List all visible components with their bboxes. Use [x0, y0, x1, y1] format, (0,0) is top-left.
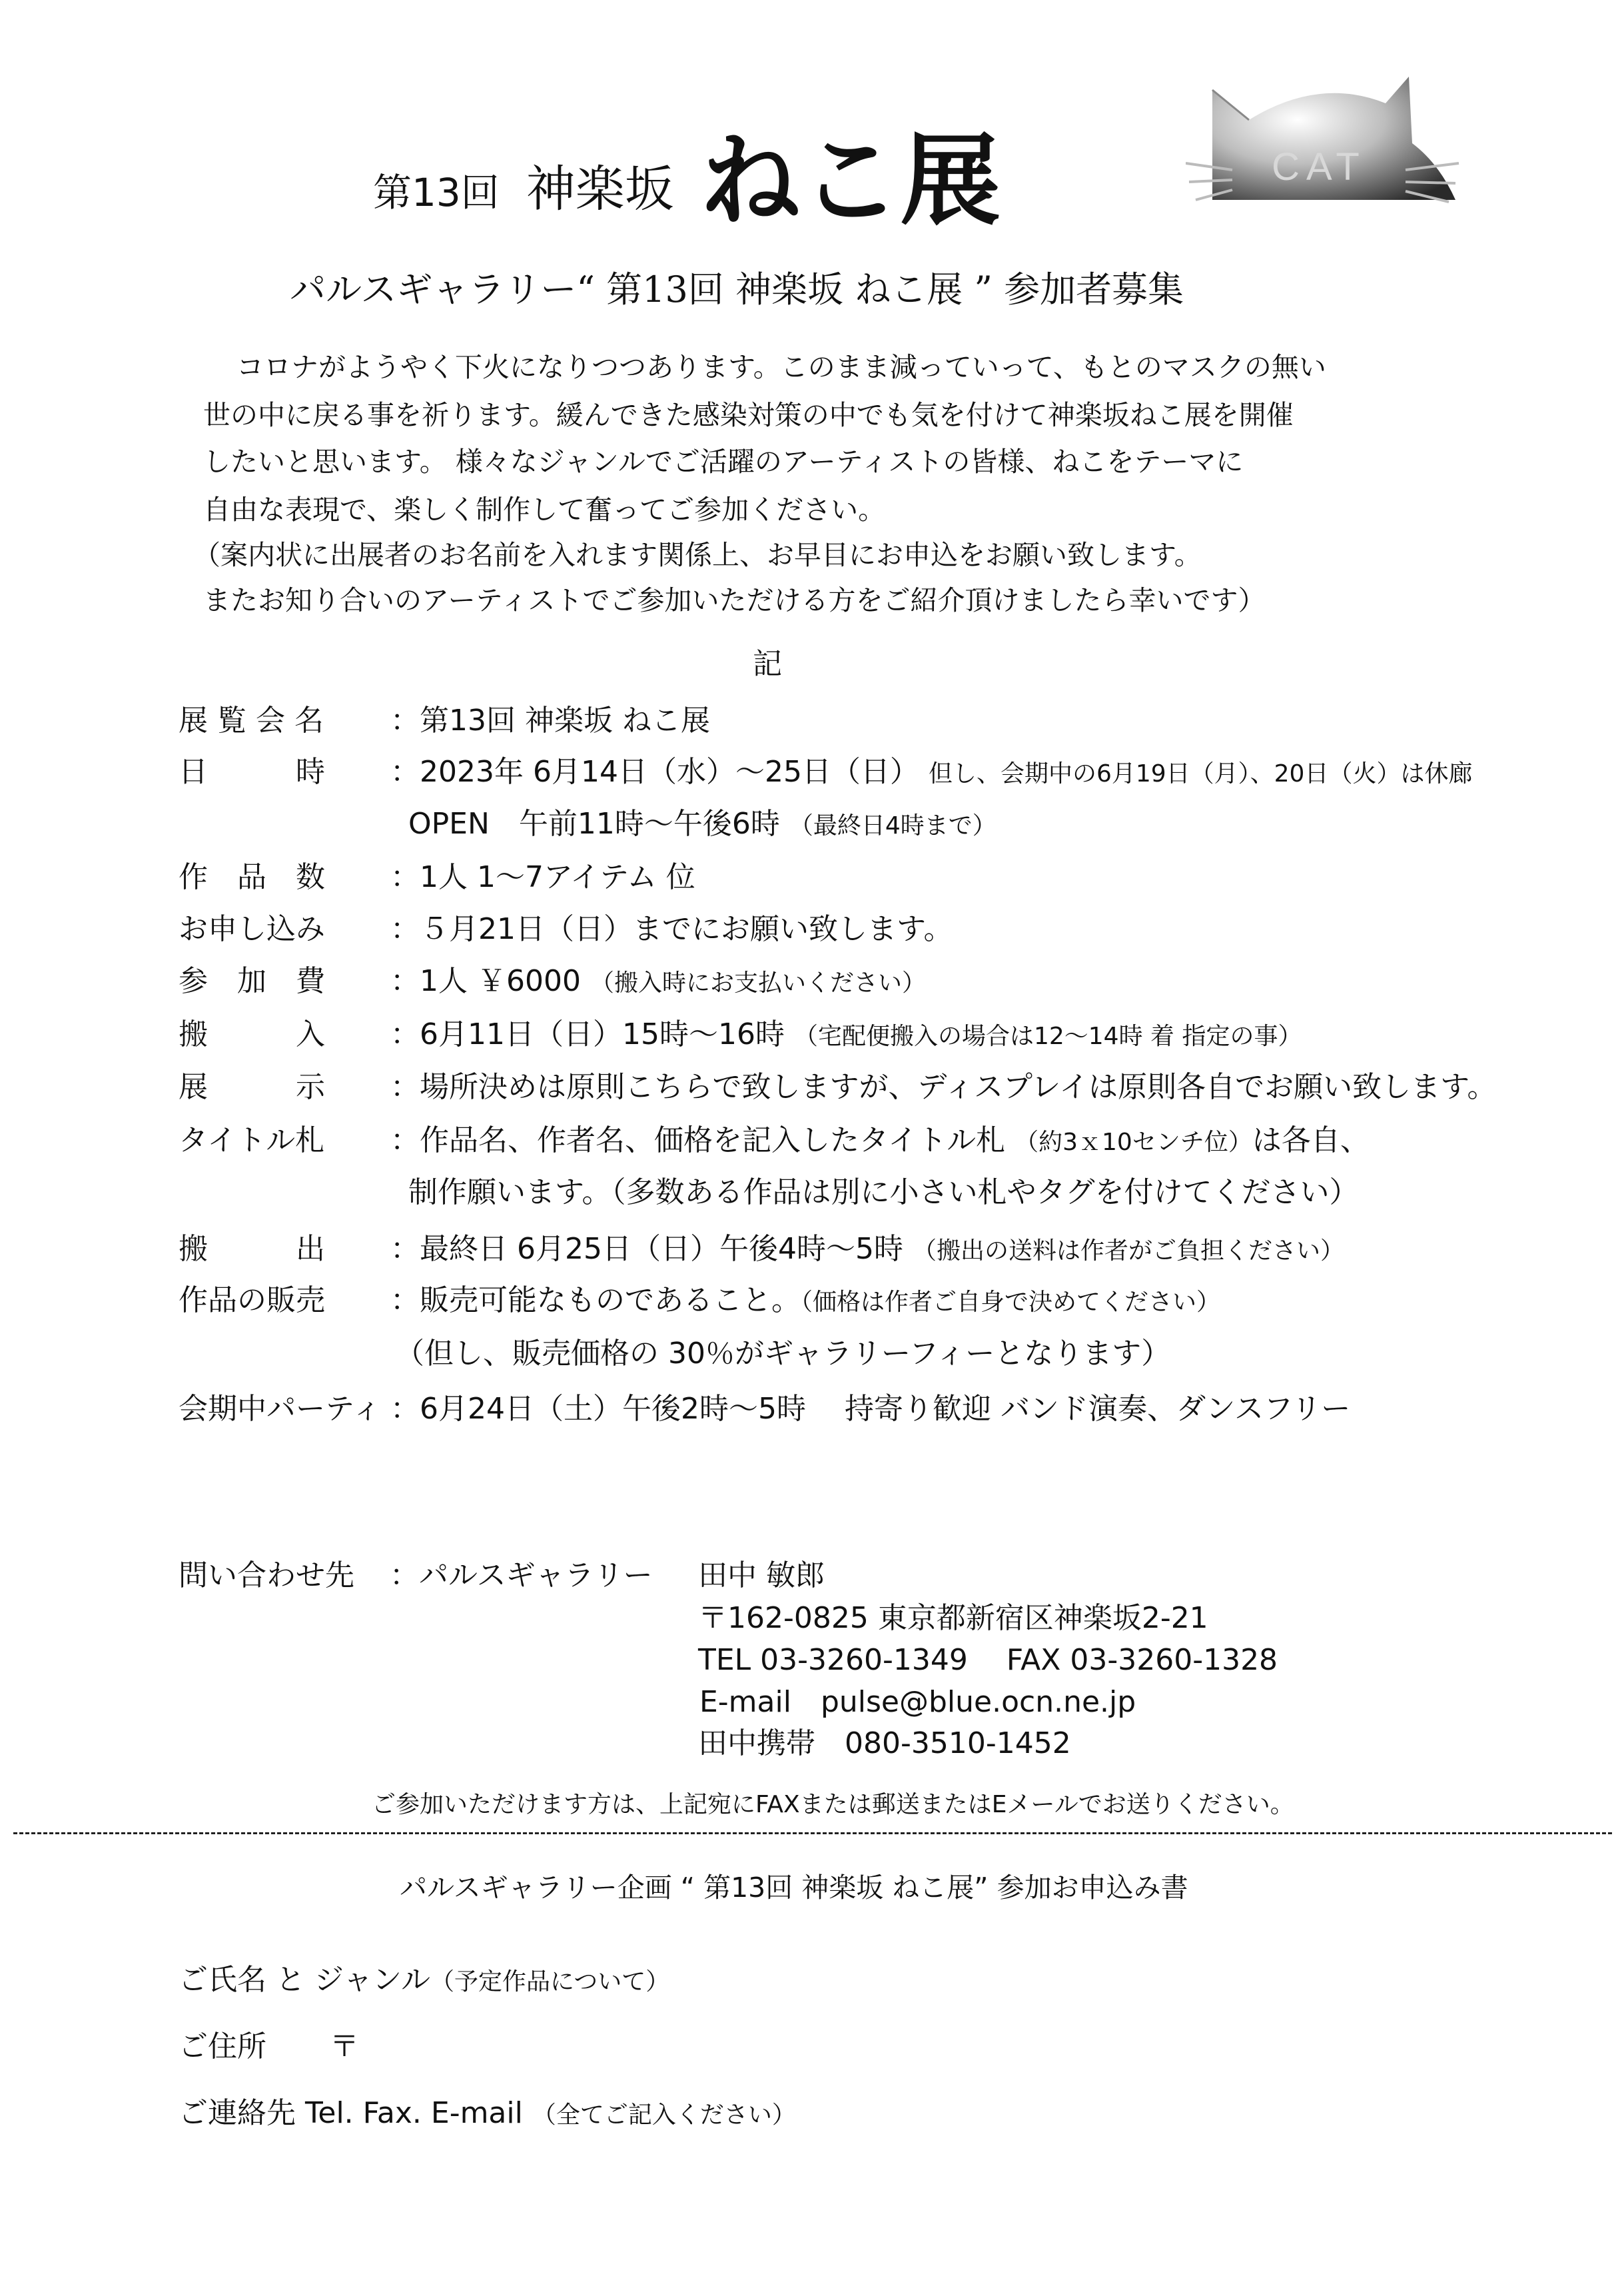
detail-value: ：場所決めは原則こちらで致しますが、ディスプレイは原則各自でお願い致します。	[390, 1070, 1497, 1104]
form-address	[179, 2022, 359, 2065]
detail-note: （最終日4時まで）	[789, 812, 997, 840]
cut-line-divider	[13, 1832, 1612, 1834]
detail-label: タイトル札	[179, 1123, 325, 1157]
detail-label: 会期中パーティ	[179, 1392, 382, 1426]
detail-value: ：５月21日（日）までにお願い致します。	[390, 912, 953, 946]
detail-value: ：6月11日（日）15時～16時	[390, 1017, 785, 1051]
title-place: 神楽坂	[526, 161, 674, 218]
detail-value: ：最終日 6月25日（日）午後4時～5時	[390, 1232, 903, 1266]
detail-label: 搬 出	[179, 1232, 325, 1266]
cat-logo-text: CAT	[1272, 145, 1366, 189]
detail-value: ：1人 ￥6000	[390, 964, 581, 998]
intro-line: コロナがようやく下火になりつつあります。このまま減っていって、もとのマスクの無い	[236, 351, 1326, 383]
form-name-genre	[179, 1956, 669, 1998]
intro-line: 世の中に戻る事を祈ります。緩んできた感染対策の中でも気を付けて神楽坂ねこ展を開催	[203, 399, 1294, 431]
detail-value: ：第13回 神楽坂 ねこ展	[390, 704, 710, 738]
detail-note: （搬入時にお支払いください）	[590, 969, 926, 997]
form-title: パルスギャラリー企画 “ 第13回 神楽坂 ねこ展” 参加お申込み書	[400, 1872, 1188, 1904]
detail-value-end: は各自、	[1252, 1123, 1370, 1157]
detail-value: ：販売可能なものであること。	[390, 1283, 801, 1317]
form-note: （全てご記入ください）	[532, 2101, 796, 2129]
page-title	[373, 100, 1001, 244]
detail-value: ：1人 1～7アイテム 位	[390, 860, 695, 894]
form-note: （予定作品について）	[430, 1968, 670, 1995]
recruitment-subtitle: パルスギャラリー“ 第13回 神楽坂 ねこ展 ” 参加者募集	[290, 269, 1184, 310]
contact-tel-fax: TEL 03-3260-1349 FAX 03-3260-1328	[698, 1643, 1278, 1677]
detail-label: 搬 入	[179, 1017, 325, 1051]
detail-note: （約3ｘ10センチ位）	[1015, 1129, 1252, 1156]
detail-label: 作品の販売	[179, 1283, 325, 1317]
detail-value: ：6月24日（土）午後2時～5時 持寄り歓迎 バンド演奏、ダンスフリー	[390, 1392, 1351, 1426]
detail-value: OPEN 午前11時～午後6時	[408, 807, 780, 841]
cat-face-icon	[1186, 63, 1492, 207]
form-contact	[179, 2089, 796, 2131]
contact-label: 問い合わせ先	[179, 1558, 354, 1592]
intro-line: したいと思います。 様々なジャンルでご活躍のアーティストの皆様、ねこをテーマに	[203, 446, 1244, 478]
detail-note: （価格は作者ご自身で決めてください）	[801, 1289, 1221, 1316]
cat-logo	[1186, 63, 1492, 207]
detail-label: 展 示	[179, 1070, 325, 1104]
intro-line: （案内状に出展者のお名前を入れます関係上、お早目にお申込をお願い致します。	[193, 539, 1202, 571]
contact-mobile: 田中携帯 080-3510-1452	[698, 1726, 1071, 1760]
title-round: 第13回	[373, 170, 500, 215]
detail-note: （宅配便搬入の場合は12～14時 着 指定の事）	[793, 1023, 1302, 1050]
detail-label: 日 時	[179, 755, 325, 789]
detail-value: 制作願います。（多数ある作品は別に小さい札やタグを付けてください）	[408, 1175, 1359, 1209]
intro-line: 自由な表現で、楽しく制作して奮ってご参加ください。	[203, 494, 886, 526]
contact-person: 田中 敏郎	[698, 1558, 825, 1592]
form-label: ご連絡先 Tel. Fax. E-mail	[179, 2096, 523, 2130]
detail-label: 作 品 数	[179, 860, 325, 894]
ki-heading: 記	[753, 647, 782, 681]
detail-label: 参 加 費	[179, 964, 325, 998]
form-label: ご氏名 と ジャンル	[179, 1963, 430, 1997]
intro-line: またお知り合いのアーティストでご参加いただける方をご紹介頂けましたら幸いです）	[203, 584, 1266, 616]
contact-email: E-mail pulse@blue.ocn.ne.jp	[699, 1685, 1136, 1719]
detail-value: ：2023年 6月14日（水）～25日（日）	[390, 755, 919, 789]
contact-address: 〒162-0825 東京都新宿区神楽坂2-21	[698, 1601, 1208, 1635]
detail-label: 展 覧 会 名	[179, 704, 324, 738]
submit-note: ご参加いただけます方は、上記宛にFAXまたは郵送またはEメールでお送りください。	[372, 1791, 1294, 1818]
detail-note: （搬出の送料は作者がご負担ください）	[912, 1237, 1344, 1265]
title-main: ねこ展	[700, 123, 1001, 239]
detail-note: 但し、会期中の6月19日（月）、20日（火）は休廊	[928, 760, 1473, 788]
postal-mark: 〒	[330, 2029, 359, 2063]
detail-label: お申し込み	[179, 912, 325, 946]
form-label: ご住所	[179, 2029, 266, 2063]
detail-value: （但し、販売価格の 30％がギャラリーフィーとなります）	[395, 1337, 1171, 1371]
detail-value: ：作品名、作者名、価格を記入したタイトル札	[390, 1123, 1006, 1157]
contact-gallery: ：パルスギャラリー	[390, 1558, 653, 1592]
